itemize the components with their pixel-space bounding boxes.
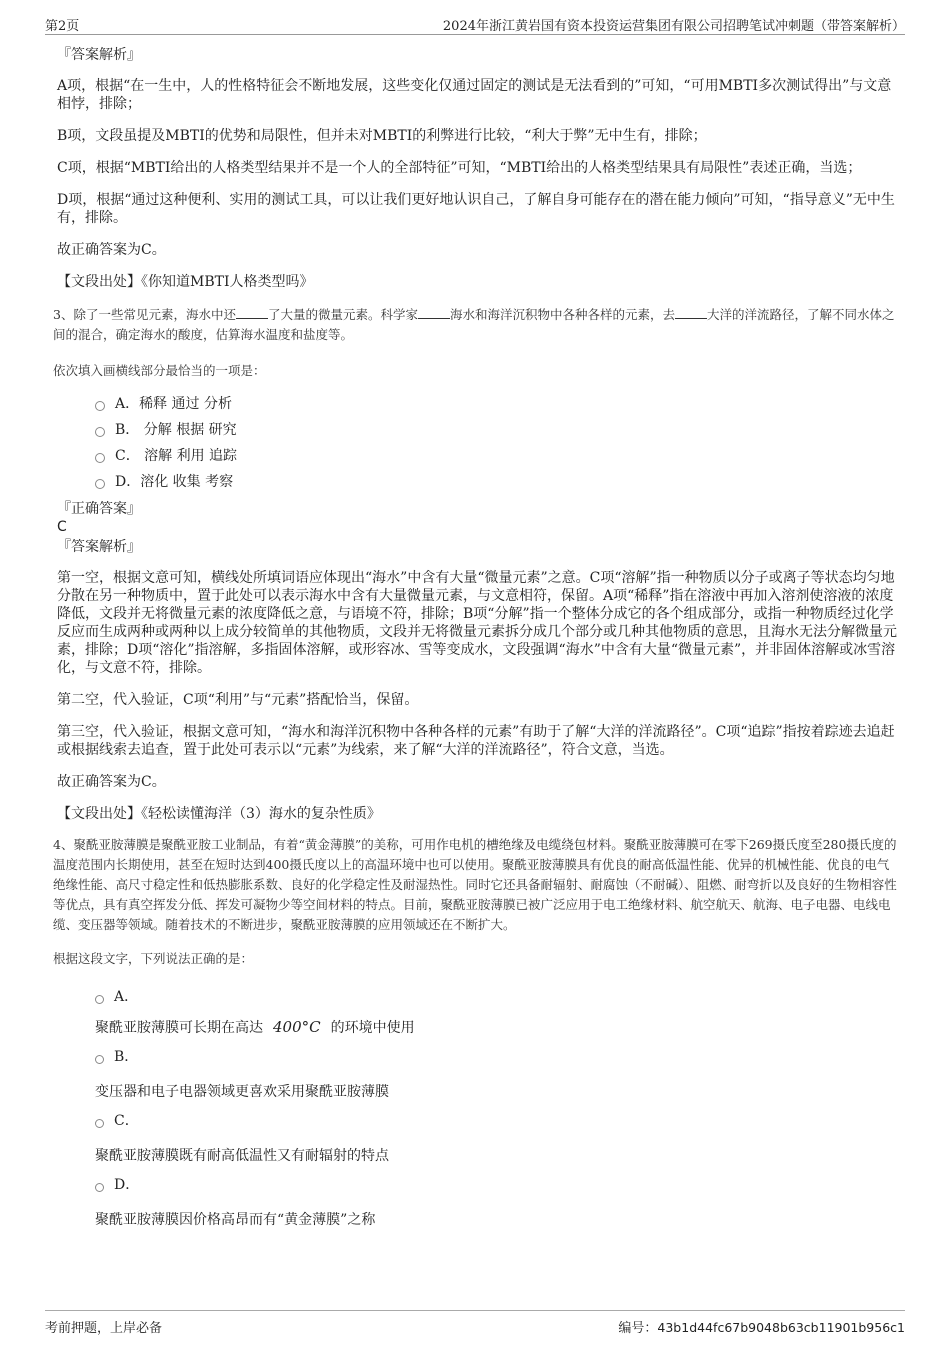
- blank-2: [418, 306, 450, 319]
- question-3: [53, 305, 897, 379]
- radio-button[interactable]: [95, 1183, 104, 1192]
- option-c-text: 聚酰亚胺薄膜既有耐高低温性又有耐辐射的特点: [95, 1148, 389, 1164]
- radio-button[interactable]: [95, 479, 105, 489]
- q2-analysis: [57, 45, 897, 291]
- option-a[interactable]: A．稀释 通过 分析: [95, 391, 897, 417]
- blank-3: [675, 306, 707, 319]
- blank-1: [236, 306, 268, 319]
- q4-options: [95, 987, 897, 1235]
- question-text: 3、除了一些常见元素，海水中还 了大量的微量元素。科学家 海水和海洋沉积物中各种各样的元素，去 大洋的洋流路径，了解不同水体之间的混合，确定海水的酸度，估算海水温度和盐度等。: [53, 307, 895, 342]
- analysis-option-a: A项，根据“在一生中，人的性格特征会不断地发展，这些变化仅通过固定的测试是无法看到的”可知，“可用MBTI多次测试得出”与文意相悖，排除；: [57, 78, 892, 112]
- question-text: 4、聚酰亚胺薄膜是聚酰亚胺工业制品，有着“黄金薄膜”的美称，可用作电机的槽绝缘及电缆绕包材料。聚酰亚胺薄膜可在零下269摄氏度至280摄氏度的温度范围内长期使用，甚至在短时达到400摄氏度以上的高温环境中也可以使用。聚酰亚胺薄膜具有优良的耐高低温性能、优异的机械性能、优良的电气绝缘性能、高尺寸稳定性和低热膨胀系数、良好的化学稳定性及耐湿热性。同时它还具备耐辐射、耐腐蚀（不耐碱）、阻燃、耐弯折以及良好的生物相容性等优点，具有真空挥发分低、挥发可凝物少等空间材料的特点。目前，聚酰亚胺薄膜已被广泛应用于电工绝缘材料、航空航天、航海、电子电器、电线电缆、变压器等领域。随着技术的不断进步，聚酰亚胺薄膜的应用领域还在不断扩大。: [53, 837, 897, 932]
- analysis-option-d: D项，根据“通过这种便利、实用的测试工具，可以让我们更好地认识自己，了解自身可能存在的潜在能力倾向”可知，“指导意义”无中生有，排除。: [57, 192, 895, 226]
- radio-button[interactable]: [95, 401, 105, 411]
- option-c[interactable]: C． 溶解 利用 追踪: [95, 443, 897, 469]
- analysis-option-b: B项，文段虽提及MBTI的优势和局限性，但并未对MBTI的利弊进行比较，“利大于弊”无中生有，排除；: [57, 128, 707, 144]
- page-number: 第2页: [45, 19, 80, 34]
- page-footer: [45, 1310, 905, 1339]
- correct-answer-value: C: [57, 519, 67, 535]
- temperature-math: 400°C: [273, 1018, 321, 1036]
- question-prompt: 依次填入画横线部分最恰当的一项是：: [53, 363, 266, 378]
- option-b[interactable]: B． 变压器和电子电器领域更喜欢采用聚酰亚胺薄膜: [95, 1047, 897, 1107]
- analysis-blank-2: 第二空，代入验证，C项“利用”与“元素”搭配恰当，保留。: [57, 692, 419, 708]
- analysis-conclusion: 故正确答案为C。: [57, 242, 166, 258]
- page-content: [53, 45, 897, 1235]
- analysis-conclusion: 故正确答案为C。: [57, 774, 166, 790]
- option-d[interactable]: D．溶化 收集 考察: [95, 469, 897, 495]
- option-d[interactable]: D． 聚酰亚胺薄膜因价格高昂而有“黄金薄膜”之称: [95, 1175, 897, 1235]
- page-header: [45, 12, 905, 35]
- analysis-option-c: C项，根据“MBTI给出的人格类型结果并不是一个人的全部特征”可知，“MBTI给出的人格类型结果具有局限性”表述正确，当选；: [57, 160, 862, 176]
- radio-button[interactable]: [95, 453, 105, 463]
- correct-answer-label: 『正确答案』: [57, 501, 141, 517]
- radio-button[interactable]: [95, 427, 105, 437]
- analysis-label: 『答案解析』: [57, 539, 141, 555]
- option-d-text: 聚酰亚胺薄膜因价格高昂而有“黄金薄膜”之称: [95, 1212, 376, 1228]
- option-c[interactable]: C． 聚酰亚胺薄膜既有耐高低温性又有耐辐射的特点: [95, 1111, 897, 1171]
- radio-button[interactable]: [95, 1119, 104, 1128]
- footer-slogan: 考前押题，上岸必备: [45, 1321, 163, 1336]
- document-title: 2024年浙江黄岩国有资本投资运营集团有限公司招聘笔试冲刺题（带答案解析）: [442, 19, 905, 34]
- analysis-source: 【文段出处】《你知道MBTI人格类型吗》: [57, 274, 314, 290]
- option-b[interactable]: B． 分解 根据 研究: [95, 417, 897, 443]
- question-prompt: 根据这段文字，下列说法正确的是：: [53, 951, 254, 966]
- analysis-label: 『答案解析』: [57, 47, 141, 63]
- q3-options: [95, 391, 897, 495]
- document-code: 编号：43b1d44fc67b9048b63cb11901b956c1: [618, 1320, 905, 1336]
- analysis-source: 【文段出处】《轻松读懂海洋（3）海水的复杂性质》: [57, 806, 381, 822]
- option-a-text: 聚酰亚胺薄膜可长期在高达 400°C 的环境中使用: [95, 1018, 415, 1036]
- radio-button[interactable]: [95, 1055, 104, 1064]
- option-b-text: 变压器和电子电器领域更喜欢采用聚酰亚胺薄膜: [95, 1084, 389, 1100]
- question-4: [53, 835, 897, 967]
- analysis-blank-1: 第一空，根据文意可知，横线处所填词语应体现出“海水”中含有大量“微量元素”之意。C项“溶解”指一种物质以分子或离子等状态均匀地分散在另一种物质中，置于此处可以表示海水中含有大量微量元素，与文意相符，保留。A项“稀释”指在溶液中再加入溶剂使溶液的浓度降低，文段并无将微量元素的浓度降低之意，与语境不符，排除；B项“分解”指一个整体分成它的各个组成部分，或指一种物质经过化学反应而生成两种或两种以上成分较简单的其他物质，文段并无将微量元素拆分成几个部分或几种其他物质的意思，且海水无法分解微量元素，排除；D项“溶化”指溶解，多指固体溶解，或形容冰、雪等变成水，文段强调“海水”中含有大量“微量元素”，并非固体溶解或冰雪溶化，与文意不符，排除。: [57, 570, 897, 676]
- option-a[interactable]: A． 聚酰亚胺薄膜可长期在高达 400°C 的环境中使用: [95, 987, 897, 1047]
- analysis-blank-3: 第三空，代入验证，根据文意可知，“海水和海洋沉积物中各种各样的元素”有助于了解“大洋的洋流路径”。C项“追踪”指按着踪迹去追赶或根据线索去追查，置于此处可表示以“元素”为线索，来了解“大洋的洋流路径”，符合文意，当选。: [57, 724, 895, 758]
- radio-button[interactable]: [95, 995, 104, 1004]
